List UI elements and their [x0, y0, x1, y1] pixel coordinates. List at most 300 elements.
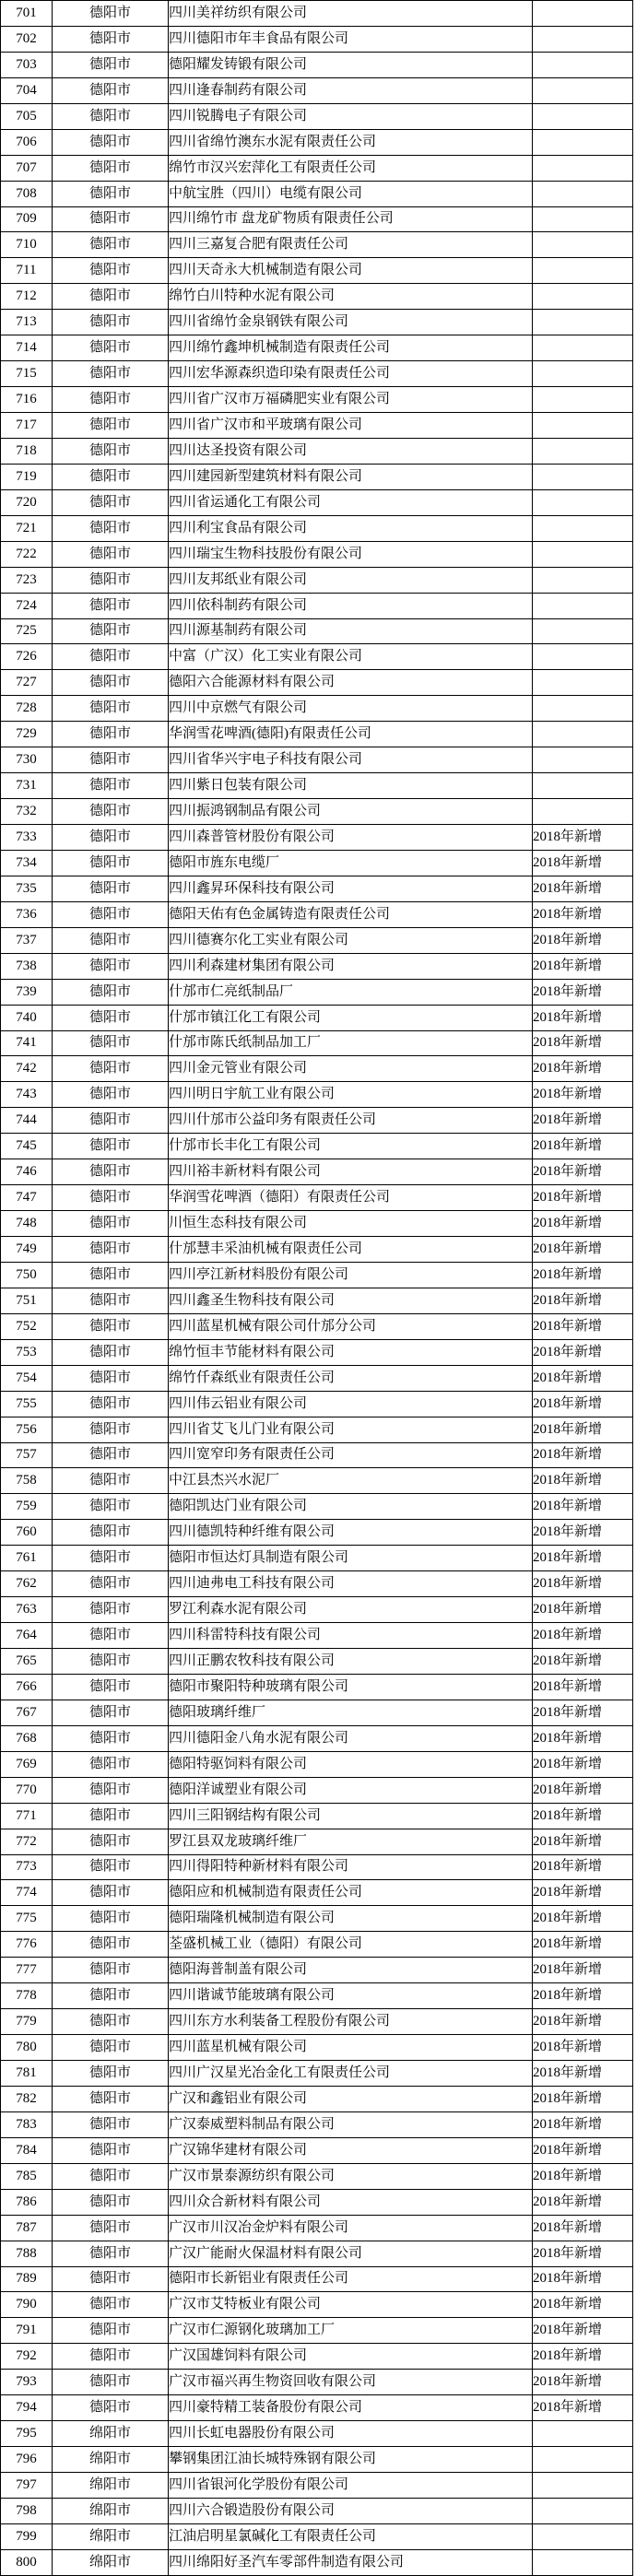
remark-cell: 2018年新增 — [533, 1159, 633, 1185]
row-number-cell: 799 — [1, 2523, 53, 2549]
row-number-cell: 756 — [1, 1417, 53, 1442]
remark-cell: 2018年新增 — [533, 850, 633, 876]
company-name-cell: 四川金元管业有限公司 — [169, 1056, 533, 1082]
city-cell: 德阳市 — [53, 979, 169, 1005]
table-row — [1, 129, 633, 155]
company-name-cell: 华润雪花啤酒（德阳）有限责任公司 — [169, 1185, 533, 1211]
row-number-cell: 760 — [1, 1520, 53, 1546]
table-row — [1, 335, 633, 361]
city-cell: 德阳市 — [53, 1983, 169, 2009]
company-name-cell: 绵竹白川特种水泥有限公司 — [169, 284, 533, 310]
city-cell: 德阳市 — [53, 1159, 169, 1185]
city-cell: 德阳市 — [53, 1108, 169, 1134]
city-cell: 德阳市 — [53, 1185, 169, 1211]
table-row — [1, 1649, 633, 1675]
city-cell: 德阳市 — [53, 1623, 169, 1649]
row-number-cell: 777 — [1, 1958, 53, 1983]
city-cell: 德阳市 — [53, 799, 169, 825]
table-row — [1, 670, 633, 696]
row-number-cell: 733 — [1, 825, 53, 851]
company-name-cell: 德阳市恒达灯具制造有限公司 — [169, 1546, 533, 1571]
city-cell: 德阳市 — [53, 1211, 169, 1237]
company-name-cell: 四川利宝食品有限公司 — [169, 515, 533, 541]
row-number-cell: 786 — [1, 2189, 53, 2215]
city-cell: 德阳市 — [53, 1854, 169, 1880]
row-number-cell: 745 — [1, 1134, 53, 1159]
remark-cell: 2018年新增 — [533, 1674, 633, 1700]
city-cell: 德阳市 — [53, 1417, 169, 1442]
city-cell: 绵阳市 — [53, 2421, 169, 2447]
company-name-cell: 四川三阳钢结构有限公司 — [169, 1803, 533, 1829]
company-name-cell: 川恒生态科技有限公司 — [169, 1211, 533, 1237]
city-cell: 德阳市 — [53, 181, 169, 206]
remark-cell — [533, 206, 633, 232]
city-cell: 德阳市 — [53, 2241, 169, 2266]
row-number-cell: 769 — [1, 1751, 53, 1777]
company-name-cell: 罗江县双龙玻璃纤维厂 — [169, 1829, 533, 1854]
row-number-cell: 780 — [1, 2035, 53, 2061]
row-number-cell: 721 — [1, 515, 53, 541]
table-row — [1, 2498, 633, 2523]
remark-cell: 2018年新增 — [533, 1442, 633, 1468]
remark-cell: 2018年新增 — [533, 1185, 633, 1211]
row-number-cell: 794 — [1, 2395, 53, 2421]
city-cell: 德阳市 — [53, 232, 169, 258]
row-number-cell: 704 — [1, 77, 53, 103]
row-number-cell: 750 — [1, 1262, 53, 1288]
row-number-cell: 722 — [1, 541, 53, 567]
row-number-cell: 747 — [1, 1185, 53, 1211]
remark-cell: 2018年新增 — [533, 901, 633, 927]
table-row — [1, 2473, 633, 2499]
remark-cell — [533, 2447, 633, 2473]
row-number-cell: 752 — [1, 1313, 53, 1339]
remark-cell: 2018年新增 — [533, 2292, 633, 2318]
city-cell: 德阳市 — [53, 1339, 169, 1365]
row-number-cell: 766 — [1, 1674, 53, 1700]
table-row — [1, 1597, 633, 1623]
company-name-cell: 什邡市陈氏纸制品加工厂 — [169, 1030, 533, 1056]
remark-cell: 2018年新增 — [533, 1288, 633, 1313]
company-name-cell: 广汉锦华建材有限公司 — [169, 2137, 533, 2163]
company-name-cell: 江油启明星氯碱化工有限责任公司 — [169, 2523, 533, 2549]
row-number-cell: 708 — [1, 181, 53, 206]
company-name-cell: 四川依科制药有限公司 — [169, 593, 533, 618]
table-row — [1, 1571, 633, 1597]
remark-cell — [533, 489, 633, 515]
city-cell: 德阳市 — [53, 1725, 169, 1751]
company-name-cell: 四川省运通化工有限公司 — [169, 489, 533, 515]
row-number-cell: 735 — [1, 876, 53, 901]
table-row — [1, 1313, 633, 1339]
company-name-cell: 四川正鹏农牧科技有限公司 — [169, 1649, 533, 1675]
city-cell: 绵阳市 — [53, 2498, 169, 2523]
remark-cell: 2018年新增 — [533, 1134, 633, 1159]
company-name-cell: 四川锐腾电子有限公司 — [169, 103, 533, 129]
remark-cell: 2018年新增 — [533, 1983, 633, 2009]
company-name-cell: 四川森普管材股份有限公司 — [169, 825, 533, 851]
row-number-cell: 741 — [1, 1030, 53, 1056]
row-number-cell: 744 — [1, 1108, 53, 1134]
table-row — [1, 1958, 633, 1983]
table-row — [1, 799, 633, 825]
table-row — [1, 1623, 633, 1649]
remark-cell: 2018年新增 — [533, 2241, 633, 2266]
remark-cell: 2018年新增 — [533, 2370, 633, 2395]
remark-cell: 2018年新增 — [533, 1417, 633, 1442]
city-cell: 德阳市 — [53, 2370, 169, 2395]
remark-cell — [533, 464, 633, 489]
company-name-cell: 四川宏华源森织造印染有限责任公司 — [169, 361, 533, 387]
remark-cell: 2018年新增 — [533, 2111, 633, 2137]
city-cell: 德阳市 — [53, 1288, 169, 1313]
company-name-cell: 四川省华兴宇电子科技有限公司 — [169, 747, 533, 773]
table-row — [1, 1468, 633, 1494]
row-number-cell: 773 — [1, 1854, 53, 1880]
company-name-cell: 四川明日宇航工业有限公司 — [169, 1082, 533, 1108]
remark-cell: 2018年新增 — [533, 2009, 633, 2035]
city-cell: 德阳市 — [53, 1700, 169, 1725]
city-cell: 德阳市 — [53, 2035, 169, 2061]
remark-cell: 2018年新增 — [533, 2395, 633, 2421]
company-name-cell: 四川建园新型建筑材料有限公司 — [169, 464, 533, 489]
table-row — [1, 1442, 633, 1468]
city-cell: 德阳市 — [53, 2163, 169, 2189]
table-row — [1, 77, 633, 103]
row-number-cell: 743 — [1, 1082, 53, 1108]
table-row — [1, 1751, 633, 1777]
remark-cell — [533, 618, 633, 644]
row-number-cell: 764 — [1, 1623, 53, 1649]
city-cell: 德阳市 — [53, 593, 169, 618]
city-cell: 德阳市 — [53, 1468, 169, 1494]
remark-cell — [533, 413, 633, 439]
remark-cell: 2018年新增 — [533, 1829, 633, 1854]
table-row — [1, 1211, 633, 1237]
company-name-cell: 四川源基制药有限公司 — [169, 618, 533, 644]
city-cell: 德阳市 — [53, 1906, 169, 1932]
row-number-cell: 740 — [1, 1005, 53, 1030]
table-row — [1, 2009, 633, 2035]
company-name-cell: 中富（广汉）化工实业有限公司 — [169, 644, 533, 670]
city-cell: 德阳市 — [53, 129, 169, 155]
city-cell: 德阳市 — [53, 618, 169, 644]
city-cell: 德阳市 — [53, 2061, 169, 2087]
table-row — [1, 2292, 633, 2318]
table-row — [1, 2523, 633, 2549]
row-number-cell: 782 — [1, 2086, 53, 2111]
company-name-cell: 德阳市长新铝业有限责任公司 — [169, 2266, 533, 2292]
table-row — [1, 2086, 633, 2111]
company-name-cell: 四川省广汉市和平玻璃有限公司 — [169, 413, 533, 439]
company-name-cell: 攀钢集团江油长城特殊钢有限公司 — [169, 2447, 533, 2473]
company-name-cell: 德阳特驱饲料有限公司 — [169, 1751, 533, 1777]
city-cell: 绵阳市 — [53, 2447, 169, 2473]
company-name-cell: 四川利森建材集团有限公司 — [169, 953, 533, 979]
row-number-cell: 776 — [1, 1932, 53, 1958]
city-cell: 德阳市 — [53, 387, 169, 413]
company-name-cell: 德阳洋诚塑业有限公司 — [169, 1777, 533, 1803]
company-name-cell: 四川东方水利装备工程股份有限公司 — [169, 2009, 533, 2035]
company-name-cell: 四川省广汉市万福磷肥实业有限公司 — [169, 387, 533, 413]
city-cell: 德阳市 — [53, 876, 169, 901]
remark-cell: 2018年新增 — [533, 1262, 633, 1288]
company-name-cell: 四川迪弗电工科技有限公司 — [169, 1571, 533, 1597]
table-row — [1, 489, 633, 515]
city-cell: 德阳市 — [53, 361, 169, 387]
remark-cell — [533, 2473, 633, 2499]
remark-cell: 2018年新增 — [533, 1958, 633, 1983]
table-row — [1, 2266, 633, 2292]
remark-cell: 2018年新增 — [533, 1005, 633, 1030]
row-number-cell: 790 — [1, 2292, 53, 2318]
table-row — [1, 1005, 633, 1030]
row-number-cell: 716 — [1, 387, 53, 413]
city-cell: 德阳市 — [53, 2344, 169, 2370]
table-row — [1, 2395, 633, 2421]
company-name-cell: 四川亭江新材料股份有限公司 — [169, 1262, 533, 1288]
company-name-cell: 什邡市仁亮纸制品厂 — [169, 979, 533, 1005]
row-number-cell: 796 — [1, 2447, 53, 2473]
company-name-cell: 德阳耀发铸锻有限公司 — [169, 52, 533, 77]
table-row — [1, 644, 633, 670]
table-row — [1, 2163, 633, 2189]
table-row — [1, 1365, 633, 1391]
table-row — [1, 1546, 633, 1571]
city-cell: 德阳市 — [53, 1597, 169, 1623]
row-number-cell: 758 — [1, 1468, 53, 1494]
company-name-cell: 广汉市仁源钢化玻璃加工厂 — [169, 2318, 533, 2344]
row-number-cell: 724 — [1, 593, 53, 618]
row-number-cell: 739 — [1, 979, 53, 1005]
company-name-cell: 四川鑫圣生物科技有限公司 — [169, 1288, 533, 1313]
table-row — [1, 413, 633, 439]
remark-cell: 2018年新增 — [533, 2086, 633, 2111]
remark-cell: 2018年新增 — [533, 2137, 633, 2163]
remark-cell: 2018年新增 — [533, 1339, 633, 1365]
city-cell: 德阳市 — [53, 413, 169, 439]
row-number-cell: 761 — [1, 1546, 53, 1571]
remark-cell: 2018年新增 — [533, 2035, 633, 2061]
row-number-cell: 736 — [1, 901, 53, 927]
remark-cell — [533, 2421, 633, 2447]
company-name-cell: 四川科雷特科技有限公司 — [169, 1623, 533, 1649]
row-number-cell: 731 — [1, 773, 53, 799]
city-cell: 德阳市 — [53, 1829, 169, 1854]
table-row — [1, 1262, 633, 1288]
remark-cell: 2018年新增 — [533, 1546, 633, 1571]
row-number-cell: 795 — [1, 2421, 53, 2447]
remark-cell — [533, 773, 633, 799]
company-name-cell: 荃盛机械工业（德阳）有限公司 — [169, 1932, 533, 1958]
table-row — [1, 2370, 633, 2395]
table-row — [1, 52, 633, 77]
row-number-cell: 742 — [1, 1056, 53, 1082]
company-name-cell: 四川得阳特种新材料有限公司 — [169, 1854, 533, 1880]
city-cell: 德阳市 — [53, 953, 169, 979]
remark-cell — [533, 2498, 633, 2523]
remark-cell — [533, 258, 633, 284]
company-name-cell: 四川伟云铝业有限公司 — [169, 1391, 533, 1417]
remark-cell — [533, 232, 633, 258]
company-name-cell: 四川谐诚节能玻璃有限公司 — [169, 1983, 533, 2009]
city-cell: 德阳市 — [53, 1932, 169, 1958]
city-cell: 德阳市 — [53, 489, 169, 515]
city-cell: 德阳市 — [53, 1005, 169, 1030]
row-number-cell: 797 — [1, 2473, 53, 2499]
table-row — [1, 1906, 633, 1932]
table-row — [1, 464, 633, 489]
row-number-cell: 717 — [1, 413, 53, 439]
company-name-cell: 罗江利森水泥有限公司 — [169, 1597, 533, 1623]
row-number-cell: 734 — [1, 850, 53, 876]
company-name-cell: 四川豪特精工装备股份有限公司 — [169, 2395, 533, 2421]
company-name-cell: 德阳玻璃纤维厂 — [169, 1700, 533, 1725]
table-row — [1, 1108, 633, 1134]
city-cell: 德阳市 — [53, 335, 169, 361]
city-cell: 德阳市 — [53, 2189, 169, 2215]
company-name-cell: 中江县杰兴水泥厂 — [169, 1468, 533, 1494]
company-name-cell: 四川鑫昇环保科技有限公司 — [169, 876, 533, 901]
row-number-cell: 705 — [1, 103, 53, 129]
row-number-cell: 778 — [1, 1983, 53, 2009]
city-cell: 德阳市 — [53, 103, 169, 129]
remark-cell: 2018年新增 — [533, 1520, 633, 1546]
company-name-cell: 四川天奇永大机械制造有限公司 — [169, 258, 533, 284]
city-cell: 绵阳市 — [53, 2549, 169, 2575]
company-name-cell: 德阳天佑有色金属铸造有限责任公司 — [169, 901, 533, 927]
remark-cell — [533, 593, 633, 618]
remark-cell — [533, 2523, 633, 2549]
table-row — [1, 927, 633, 953]
remark-cell: 2018年新增 — [533, 1906, 633, 1932]
remark-cell: 2018年新增 — [533, 1082, 633, 1108]
remark-cell — [533, 310, 633, 335]
company-name-cell: 四川德阳金八角水泥有限公司 — [169, 1725, 533, 1751]
remark-cell — [533, 335, 633, 361]
table-row — [1, 1725, 633, 1751]
company-table-body — [1, 1, 633, 2576]
table-row — [1, 825, 633, 851]
row-number-cell: 706 — [1, 129, 53, 155]
city-cell: 德阳市 — [53, 644, 169, 670]
city-cell: 德阳市 — [53, 1751, 169, 1777]
table-row — [1, 2111, 633, 2137]
company-name-cell: 什邡慧丰采油机械有限责任公司 — [169, 1237, 533, 1263]
city-cell: 德阳市 — [53, 1442, 169, 1468]
company-name-cell: 四川逢春制药有限公司 — [169, 77, 533, 103]
row-number-cell: 768 — [1, 1725, 53, 1751]
city-cell: 德阳市 — [53, 26, 169, 52]
city-cell: 德阳市 — [53, 1262, 169, 1288]
row-number-cell: 709 — [1, 206, 53, 232]
row-number-cell: 779 — [1, 2009, 53, 2035]
remark-cell: 2018年新增 — [533, 1056, 633, 1082]
city-cell: 德阳市 — [53, 1134, 169, 1159]
remark-cell — [533, 77, 633, 103]
table-row — [1, 2241, 633, 2266]
remark-cell — [533, 284, 633, 310]
table-row — [1, 155, 633, 181]
table-row — [1, 618, 633, 644]
company-name-cell: 四川友邦纸业有限公司 — [169, 567, 533, 593]
company-name-cell: 绵竹恒丰节能材料有限公司 — [169, 1339, 533, 1365]
company-name-cell: 广汉市川汉冶金炉料有限公司 — [169, 2215, 533, 2241]
table-row — [1, 1803, 633, 1829]
city-cell: 德阳市 — [53, 52, 169, 77]
city-cell: 德阳市 — [53, 825, 169, 851]
row-number-cell: 748 — [1, 1211, 53, 1237]
remark-cell: 2018年新增 — [533, 1571, 633, 1597]
remark-cell: 2018年新增 — [533, 1365, 633, 1391]
company-name-cell: 德阳瑞隆机械制造有限公司 — [169, 1906, 533, 1932]
table-row — [1, 2549, 633, 2575]
table-row — [1, 1983, 633, 2009]
company-name-cell: 广汉国雄饲料有限公司 — [169, 2344, 533, 2370]
table-row — [1, 1134, 633, 1159]
row-number-cell: 775 — [1, 1906, 53, 1932]
row-number-cell: 763 — [1, 1597, 53, 1623]
remark-cell: 2018年新增 — [533, 1391, 633, 1417]
row-number-cell: 729 — [1, 722, 53, 747]
company-name-cell: 四川紫日包装有限公司 — [169, 773, 533, 799]
city-cell: 德阳市 — [53, 2318, 169, 2344]
city-cell: 德阳市 — [53, 1056, 169, 1082]
row-number-cell: 711 — [1, 258, 53, 284]
company-name-cell: 华润雪花啤酒(德阳)有限责任公司 — [169, 722, 533, 747]
table-row — [1, 2061, 633, 2087]
row-number-cell: 738 — [1, 953, 53, 979]
row-number-cell: 727 — [1, 670, 53, 696]
company-name-cell: 四川省绵竹澳东水泥有限责任公司 — [169, 129, 533, 155]
company-name-cell: 四川什邡市公益印务有限责任公司 — [169, 1108, 533, 1134]
row-number-cell: 774 — [1, 1880, 53, 1906]
company-name-cell: 德阳六合能源材料有限公司 — [169, 670, 533, 696]
table-row — [1, 1932, 633, 1958]
company-name-cell: 四川裕丰新材料有限公司 — [169, 1159, 533, 1185]
table-row — [1, 103, 633, 129]
city-cell: 德阳市 — [53, 1958, 169, 1983]
row-number-cell: 765 — [1, 1649, 53, 1675]
row-number-cell: 701 — [1, 1, 53, 27]
remark-cell: 2018年新增 — [533, 1030, 633, 1056]
city-cell: 德阳市 — [53, 2137, 169, 2163]
remark-cell — [533, 747, 633, 773]
remark-cell — [533, 52, 633, 77]
remark-cell — [533, 129, 633, 155]
remark-cell: 2018年新增 — [533, 1649, 633, 1675]
remark-cell — [533, 155, 633, 181]
company-name-cell: 什邡市长丰化工有限公司 — [169, 1134, 533, 1159]
city-cell: 德阳市 — [53, 1494, 169, 1520]
row-number-cell: 767 — [1, 1700, 53, 1725]
city-cell: 德阳市 — [53, 438, 169, 464]
table-row — [1, 2447, 633, 2473]
table-row — [1, 1829, 633, 1854]
company-name-cell: 四川瑞宝生物科技股份有限公司 — [169, 541, 533, 567]
table-row — [1, 438, 633, 464]
city-cell: 德阳市 — [53, 2111, 169, 2137]
table-row — [1, 1288, 633, 1313]
row-number-cell: 730 — [1, 747, 53, 773]
city-cell: 绵阳市 — [53, 2523, 169, 2549]
company-name-cell: 德阳海普制盖有限公司 — [169, 1958, 533, 1983]
row-number-cell: 725 — [1, 618, 53, 644]
city-cell: 德阳市 — [53, 1777, 169, 1803]
remark-cell — [533, 670, 633, 696]
city-cell: 德阳市 — [53, 1082, 169, 1108]
city-cell: 德阳市 — [53, 696, 169, 722]
